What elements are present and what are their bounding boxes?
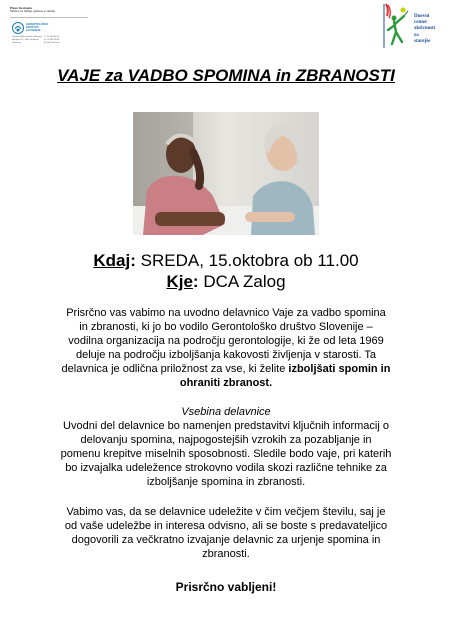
text-line [30, 362, 422, 376]
org-subtitle: Skrbimo za zdravje, ljubezen in zdravje [10, 10, 55, 14]
contact-line: E: gds@siol.net [44, 41, 60, 44]
contact-line: T: 01 433 93 90 [44, 36, 60, 38]
text-line: in zbranosti, ki jo bo vodilo Gerontološko društvo Slovenije – [79, 321, 373, 333]
contact-line: Gerontološko društvo Slovenije [12, 36, 43, 38]
event-details [0, 250, 452, 292]
text-line: od vaše udeležbe in interesa odvisno, ali se boste s predavateljico [64, 520, 388, 532]
text-line: Prisrčno vas vabimo na uvodno delavnico Vaje za vadbo spomina [66, 307, 386, 319]
tennis-player-icon [380, 2, 414, 52]
dca-logo-text [414, 14, 435, 45]
logo-line: SLOVENIJE [26, 29, 41, 33]
org-title: Pleso Geología [10, 6, 32, 10]
logo-line: DRUŠTVO [26, 26, 39, 30]
gds-logo-text [26, 23, 48, 33]
where-value: DCA Zalog [203, 272, 286, 291]
text-line: Uvodni del delavnice bo namenjen predstavitvi ključnih informacij o [63, 420, 389, 432]
elderly-couple-photo [133, 112, 319, 235]
text-line: pomenu krepitve miselnih sposobnosti. Sledile bodo vaje, pri katerih [60, 448, 392, 460]
text-line: zbranosti. [202, 548, 250, 560]
content-paragraph [30, 419, 422, 489]
when-label: Kdaj [93, 251, 131, 270]
contact-line: Resljeva 11, 1000 Ljubljana [12, 38, 39, 41]
dca-logo [380, 2, 446, 54]
dca-line: starejše [414, 38, 431, 44]
where-label: Kje [166, 272, 193, 291]
contact-line: Slovenija [12, 41, 21, 44]
contact-line: F: 01 433 93 90 [44, 38, 60, 41]
event-where: Kje: DCA Zalog [166, 272, 286, 291]
header-org-block [10, 7, 90, 14]
page-title-text: VAJE za VADBO SPOMINA in ZBRANOSTI [57, 66, 395, 85]
event-when: Kdaj: SREDA, 15.oktobra ob 11.00 [93, 251, 359, 270]
text-emphasis: izboljšati spomin in [288, 363, 391, 375]
text-emphasis: ohraniti zbranost. [179, 377, 273, 389]
header-divider [10, 17, 88, 18]
contact-address [12, 36, 42, 44]
page-title [0, 66, 452, 86]
closing-line: Prisrčno vabljeni! [175, 580, 277, 594]
section-heading: Vsebina delavnice [181, 406, 271, 418]
contact-phone [44, 36, 59, 44]
invitation-paragraph [30, 505, 422, 561]
text-line: bo izvajalka udeležence strokovno vodila skozi različne tehnike za [65, 462, 387, 474]
text-line: delovanju spomina, najpogostejših vzrokih za pozabljanje in [80, 434, 372, 446]
intro-paragraph [30, 306, 422, 390]
gds-logo [12, 22, 92, 36]
gds-logo-icon [12, 22, 24, 34]
text-line: Vabimo vas, da se delavnice udeležite v čim večjem številu, saj je [66, 506, 386, 518]
logo-line: GERONTOLOŠKO [26, 23, 49, 26]
text-line: izboljšanje spomina in zbranosti. [146, 476, 306, 488]
dca-line: Dnevni [414, 14, 430, 19]
dca-line: za [414, 32, 419, 38]
text-line: dogovorili za večkratno izvajanje delavnic za urjenje spomina in [71, 534, 381, 546]
text-segment: delavnica je odlična priložnost za vse, ki želite [61, 363, 286, 375]
text-line: vodilna organizacija na področju gerontologije, ki že od leta 1969 [68, 335, 384, 347]
text-line [30, 376, 422, 390]
dca-line: aktivnosti [414, 26, 436, 32]
dca-line: center [414, 20, 428, 26]
text-line: deluje na področju izboljšanja kakovosti življenja v starosti. Ta [75, 349, 376, 361]
when-value: SREDA, 15.oktobra ob 11.00 [140, 251, 359, 270]
